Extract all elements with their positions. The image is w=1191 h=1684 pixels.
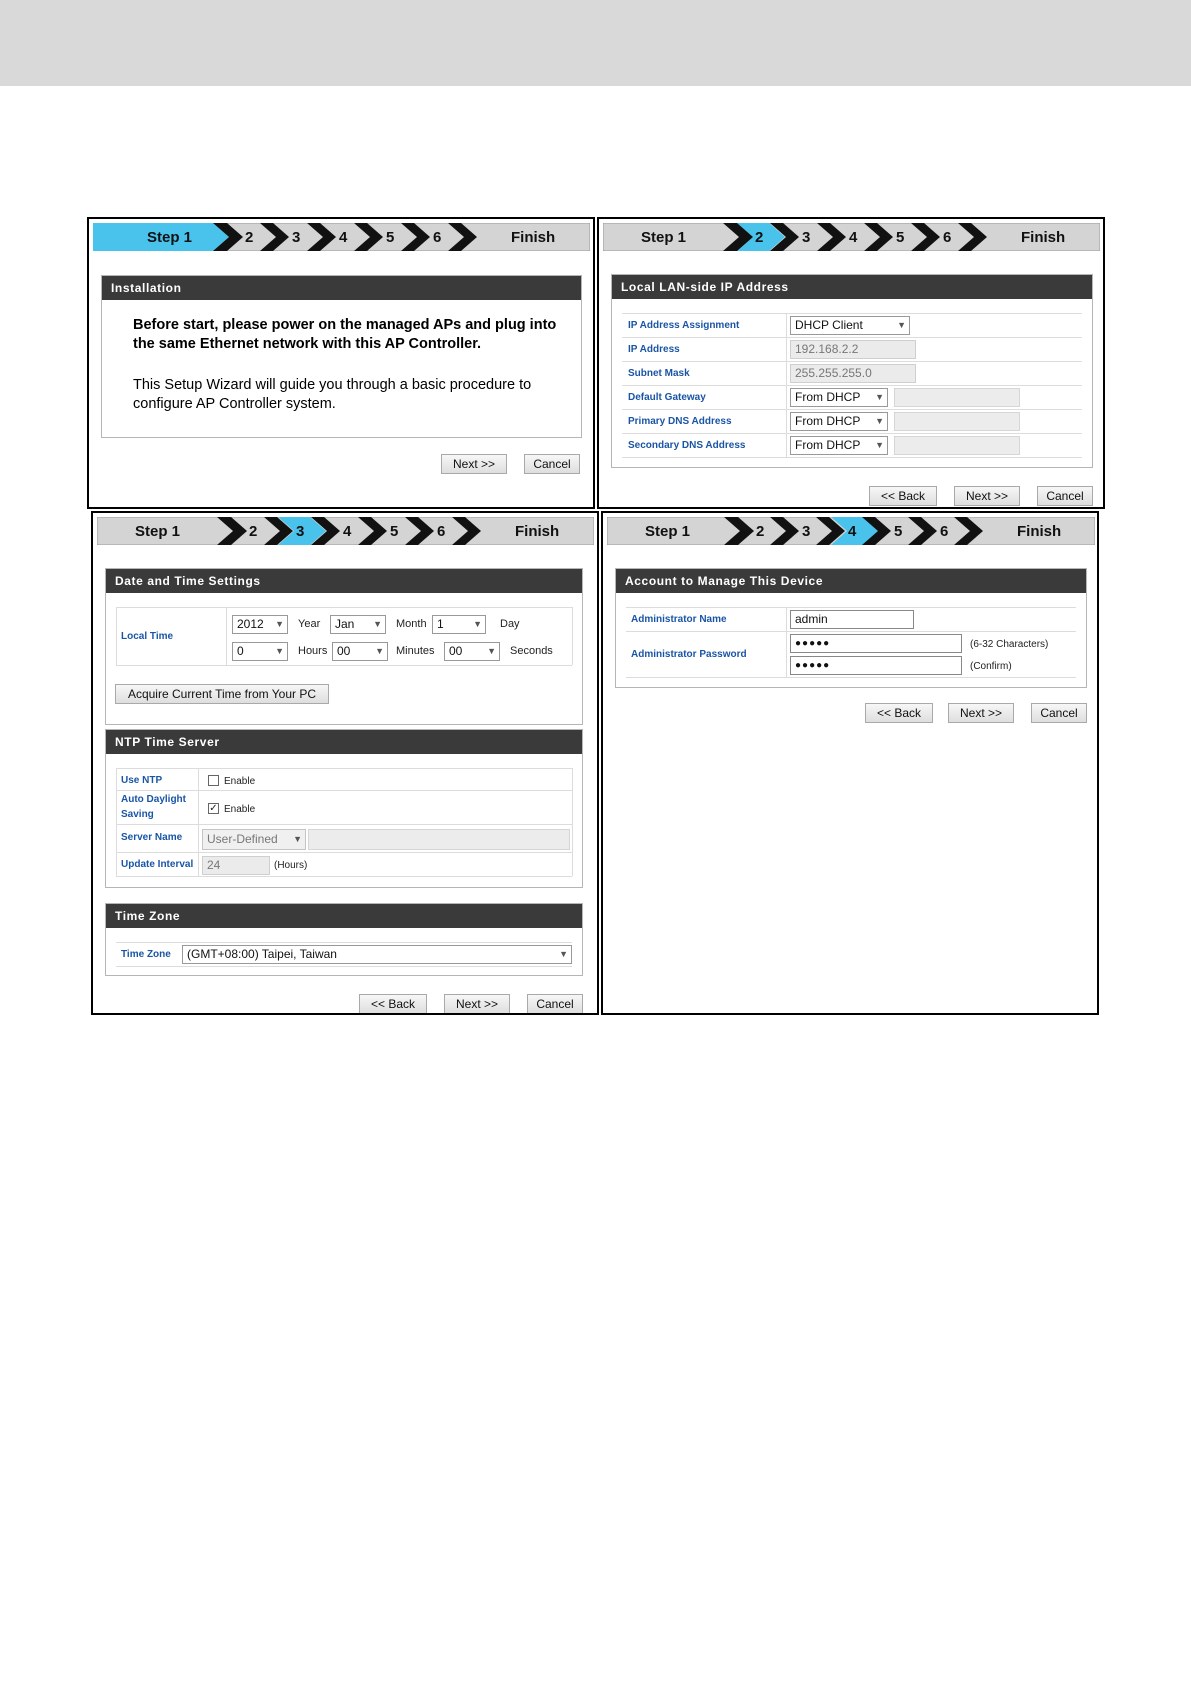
primary-dns-label: Primary DNS Address [628, 416, 732, 427]
day-unit: Day [500, 618, 520, 630]
ip-assignment-select[interactable]: DHCP Client ▼ [790, 316, 910, 335]
chevron-down-icon: ▼ [275, 646, 284, 656]
ntp-header: NTP Time Server [106, 730, 582, 754]
next-button[interactable]: Next >> [948, 703, 1014, 723]
server-name-select[interactable]: User-Defined ▼ [202, 829, 306, 850]
back-button[interactable]: << Back [865, 703, 933, 723]
step-4-label: 4 [339, 229, 348, 246]
account-header: Account to Manage This Device [616, 569, 1086, 593]
step-progress-bar [603, 223, 1100, 251]
admin-name-input[interactable]: admin [790, 610, 914, 629]
seconds-select[interactable]: 00 ▼ [444, 642, 500, 661]
next-button[interactable]: Next >> [444, 994, 510, 1014]
secondary-dns-select[interactable]: From DHCP ▼ [790, 436, 888, 455]
step-5-label: 5 [894, 523, 903, 540]
step-1-label: Step 1 [135, 523, 181, 540]
default-gateway-label: Default Gateway [628, 392, 706, 403]
lan-ip-header: Local LAN-side IP Address [612, 275, 1092, 299]
step-6-label: 6 [943, 229, 952, 246]
chevron-down-icon: ▼ [875, 392, 884, 402]
date-time-box [105, 568, 583, 725]
chevron-down-icon: ▼ [559, 949, 568, 959]
admin-password-input[interactable]: ●●●●● [790, 634, 962, 653]
time-zone-header: Time Zone [106, 904, 582, 928]
step-finish-label: Finish [1021, 229, 1066, 246]
step-3-label: 3 [802, 523, 811, 540]
step-finish-label: Finish [515, 523, 560, 540]
step-4-label: 4 [343, 523, 352, 540]
hours-unit: Hours [298, 645, 328, 657]
password-length-hint: (6-32 Characters) [970, 639, 1049, 650]
cancel-button[interactable]: Cancel [1037, 486, 1093, 506]
step-4-label: 4 [849, 229, 858, 246]
step-6-label: 6 [433, 229, 442, 246]
step-3-label: 3 [296, 523, 305, 540]
acquire-time-button[interactable]: Acquire Current Time from Your PC [115, 684, 329, 704]
chevron-down-icon: ▼ [875, 440, 884, 450]
step-6-label: 6 [437, 523, 446, 540]
step-6-label: 6 [940, 523, 949, 540]
chevron-down-icon: ▼ [293, 834, 302, 844]
primary-dns-select[interactable]: From DHCP ▼ [790, 412, 888, 431]
update-interval-unit: (Hours) [274, 860, 308, 871]
chevron-down-icon: ▼ [875, 416, 884, 426]
server-name-label: Server Name [121, 832, 183, 843]
step-2-label: 2 [249, 523, 258, 540]
lan-ip-box [611, 274, 1093, 468]
step-progress-bar [93, 223, 590, 251]
year-select[interactable]: 2012 ▼ [232, 615, 288, 634]
checkmark-icon: ✓ [209, 803, 218, 814]
step-2-label: 2 [245, 229, 254, 246]
step-2-label: 2 [755, 229, 764, 246]
local-time-label: Local Time [121, 631, 174, 642]
step-progress-bar [607, 517, 1095, 545]
wizard-panel-installation [87, 217, 595, 509]
cancel-button[interactable]: Cancel [524, 454, 580, 474]
seconds-unit: Seconds [510, 645, 553, 657]
step-5-label: 5 [896, 229, 905, 246]
use-ntp-enable-text: Enable [224, 776, 256, 787]
primary-dns-input[interactable] [894, 412, 1020, 431]
ip-assignment-label: IP Address Assignment [628, 320, 740, 331]
confirm-password-input[interactable]: ●●●●● [790, 656, 962, 675]
account-box [615, 568, 1087, 688]
minutes-unit: Minutes [396, 645, 435, 657]
time-zone-box [105, 903, 583, 976]
secondary-dns-label: Secondary DNS Address [628, 440, 746, 451]
step-progress-bar [97, 517, 594, 545]
installation-header: Installation [102, 276, 581, 300]
step-finish-label: Finish [511, 229, 556, 246]
wizard-panel-date-time [91, 511, 599, 1015]
installation-body-text: This Setup Wizard will guide you through a basic procedure to configure AP Controller system. [133, 377, 532, 412]
chevron-down-icon: ▼ [473, 619, 482, 629]
ip-address-label: IP Address [628, 344, 680, 355]
secondary-dns-input[interactable] [894, 436, 1020, 455]
cancel-button[interactable]: Cancel [527, 994, 583, 1014]
admin-name-label: Administrator Name [631, 614, 727, 625]
chevron-down-icon: ▼ [375, 646, 384, 656]
month-select[interactable]: Jan ▼ [330, 615, 386, 634]
next-button[interactable]: Next >> [954, 486, 1020, 506]
use-ntp-label: Use NTP [121, 775, 163, 786]
next-button[interactable]: Next >> [441, 454, 507, 474]
update-interval-label: Update Interval [121, 859, 194, 870]
auto-daylight-enable-text: Enable [224, 804, 256, 815]
step-3-label: 3 [802, 229, 811, 246]
date-time-header: Date and Time Settings [106, 569, 582, 593]
default-gateway-select[interactable]: From DHCP ▼ [790, 388, 888, 407]
ntp-box [105, 729, 583, 888]
step-5-label: 5 [390, 523, 399, 540]
step-2-label: 2 [756, 523, 765, 540]
step-3-label: 3 [292, 229, 301, 246]
top-gray-band [0, 0, 1191, 86]
update-interval-input[interactable]: 24 [202, 856, 270, 875]
step-5-label: 5 [386, 229, 395, 246]
back-button[interactable]: << Back [869, 486, 937, 506]
step-finish-label: Finish [1017, 523, 1062, 540]
auto-daylight-label: Auto Daylight [121, 794, 186, 805]
installation-box [101, 275, 582, 438]
subnet-mask-input[interactable]: 255.255.255.0 [790, 364, 916, 383]
wizard-panel-account [601, 511, 1099, 1015]
chevron-down-icon: ▼ [275, 619, 284, 629]
year-unit: Year [298, 618, 321, 630]
step-4-label: 4 [848, 523, 857, 540]
wizard-panel-lan-ip [597, 217, 1105, 509]
auto-daylight-label-2: Saving [121, 809, 154, 820]
auto-daylight-checkbox[interactable] [208, 803, 219, 814]
time-zone-label: Time Zone [121, 949, 171, 960]
server-name-input[interactable] [308, 829, 570, 850]
day-select[interactable]: 1 ▼ [432, 615, 486, 634]
ip-address-input[interactable]: 192.168.2.2 [790, 340, 916, 359]
subnet-mask-label: Subnet Mask [628, 368, 690, 379]
use-ntp-checkbox[interactable] [208, 775, 219, 786]
confirm-hint: (Confirm) [970, 661, 1012, 672]
chevron-down-icon: ▼ [373, 619, 382, 629]
step-1-label: Step 1 [645, 523, 691, 540]
default-gateway-input[interactable] [894, 388, 1020, 407]
back-button[interactable]: << Back [359, 994, 427, 1014]
admin-password-label: Administrator Password [631, 649, 747, 660]
installation-bold-text: Before start, please power on the managed APs and plug into the same Ethernet network with this AP Controller. [133, 317, 557, 352]
chevron-down-icon: ▼ [487, 646, 496, 656]
chevron-down-icon: ▼ [897, 320, 906, 330]
minutes-select[interactable]: 00 ▼ [332, 642, 388, 661]
month-unit: Month [396, 618, 427, 630]
time-zone-select[interactable]: (GMT+08:00) Taipei, Taiwan ▼ [182, 945, 572, 964]
step-1-label: Step 1 [147, 229, 193, 246]
hours-select[interactable]: 0 ▼ [232, 642, 288, 661]
step-1-label: Step 1 [641, 229, 687, 246]
cancel-button[interactable]: Cancel [1031, 703, 1087, 723]
